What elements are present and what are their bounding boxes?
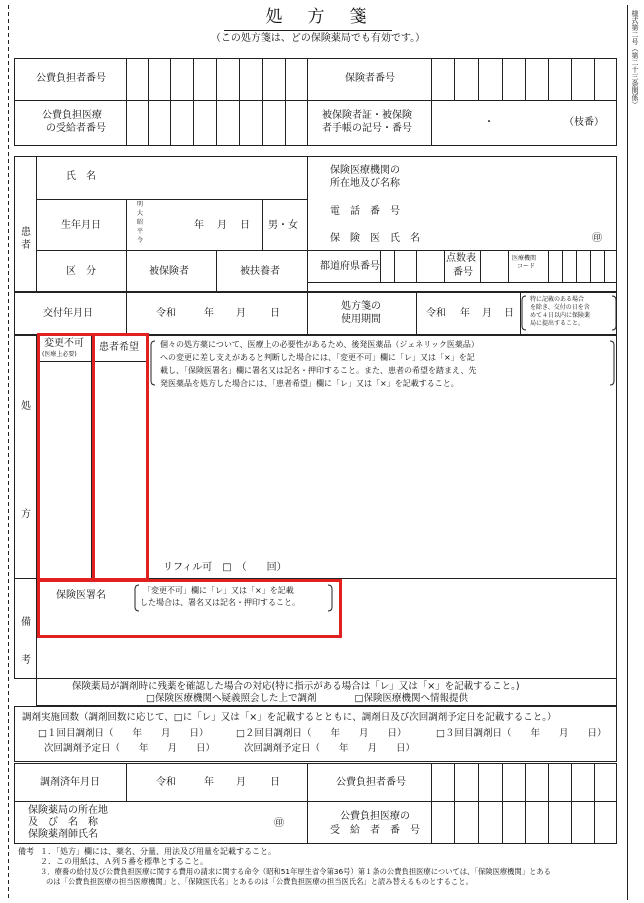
points-table-label-1: 点数表 <box>446 253 476 264</box>
third-dispense-date[interactable]: □３回目調剤日（ 年 月 日） <box>436 728 607 739</box>
footer-public-recipient-label-1: 公費負担医療の <box>340 811 410 822</box>
note-line-3: ３．療養の給付及び公費負担医療に関する費用の請求に関する命令（昭和51年厚生省令第36号）第１条の公費負担医療については、「保険医療機関」とある <box>40 867 551 876</box>
birth-date-label: 生年月日 <box>61 220 101 231</box>
footer-public-recipient-label-2: 受 給 者 番 号 <box>330 825 420 836</box>
dispensed-date-label: 調剤済年月日 <box>40 777 100 788</box>
pharmacy-label-1: 保険薬局の所在地 <box>28 805 108 816</box>
public-recipient-label-1: 公費負担医療 <box>42 110 102 121</box>
prefecture-no-label: 都道府県番号 <box>320 261 380 272</box>
card-separator-dot: ・ <box>484 117 494 128</box>
document-subtitle: （この処方箋は、どの保険薬局でも有効です。） <box>210 33 426 44</box>
prescription-section-label-top: 処 <box>21 401 31 412</box>
era-taisho: 大 <box>137 210 144 217</box>
validity-year-label: 年 <box>460 308 470 319</box>
validity-day-label: 日 <box>504 308 514 319</box>
no-change-highlight <box>37 333 95 581</box>
public-recipient-label-2: の受給者番号 <box>46 123 106 134</box>
generic-notice-line-3: 載し、「保険医署名」欄に署名又は記名・押印すること。また、患者の希望を踏まえ、先 <box>160 366 477 375</box>
pharmacy-label-2: 及 び 名 称 <box>28 817 98 828</box>
patient-wish-label: 患者希望 <box>99 342 139 353</box>
remarks-section-label-top: 備 <box>21 617 31 628</box>
first-next-date[interactable]: 次回調剤予定日（ 年 月 日） <box>44 743 216 754</box>
validity-reiwa-label: 令和 <box>426 308 446 319</box>
patient-section-label-1: 患 <box>21 227 31 238</box>
signature-note-1: 「変更不可」欄に「レ」又は「×」を記載 <box>143 586 294 595</box>
dispensed-reiwa-label: 令和 <box>156 777 176 788</box>
validity-note-1: 特に記載のある場合 <box>530 296 585 303</box>
note-line-4: のは「公費負担医療の担当医療機関」と、「保険医氏名」とあるのは「公費負担医療の担当医氏名」と読み替えるものとすること。 <box>46 877 473 886</box>
validity-label-2: 使用期間 <box>341 314 381 325</box>
signature-note-2: した場合は、署名又は記名・押印すること。 <box>140 598 300 607</box>
era-reiwa: 令 <box>137 237 144 244</box>
patient-wish-highlight <box>92 333 149 581</box>
patient-section-label-2: 者 <box>21 240 31 251</box>
category-label: 区 分 <box>66 266 96 277</box>
prescription-section-label-bottom: 方 <box>21 509 31 520</box>
note-line-1: １．「処方」欄には、薬名、分量、用法及び用量を記載すること。 <box>40 847 276 856</box>
issue-day-label: 日 <box>270 308 280 319</box>
public-payer-no-label: 公費負担者番号 <box>36 73 106 84</box>
inst-code-label-2: コード <box>517 263 536 270</box>
birth-month-label: 月 <box>217 220 227 231</box>
doctor-name-label: 保 険 医 氏 名 <box>330 233 420 244</box>
validity-month-label: 月 <box>482 308 492 319</box>
institution-location-label-2: 所在地及び名称 <box>330 178 400 189</box>
residual-options[interactable]: □保険医療機関へ疑義照会した上で調剤 □保険医療機関へ情報提供 <box>146 693 468 704</box>
document-title: 処 方 箋 <box>265 7 371 27</box>
footer-public-payer-label: 公費負担者番号 <box>336 777 406 788</box>
second-next-date[interactable]: 次回調剤予定日（ 年 月 日） <box>244 743 416 754</box>
validity-note-4: 局に提出すること。 <box>530 320 585 327</box>
pharmacist-seal-mark: ㊞ <box>274 818 284 829</box>
era-showa: 昭 <box>137 219 144 226</box>
issue-year-label: 年 <box>204 308 214 319</box>
note-line-2: ２．この用紙は、Ａ列５番を標準とすること。 <box>40 857 208 866</box>
era-meiji: 明 <box>137 201 144 208</box>
insurer-no-label: 保険者番号 <box>345 73 395 84</box>
insured-card-label-2: 者手帳の記号・番号 <box>322 123 412 134</box>
doctor-seal-mark: ㊞ <box>592 233 602 244</box>
notes-label: 備考 <box>18 847 34 856</box>
no-change-sub-label: (医療上必要) <box>42 351 77 358</box>
second-dispense-date[interactable]: □２回目調剤日（ 年 月 日） <box>236 728 407 739</box>
dispensed-month-label: 月 <box>236 777 246 788</box>
era-heisei: 平 <box>137 228 144 235</box>
generic-notice-line-4: 発医薬品を処方した場合には、「患者希望」欄に「レ」又は「×」を記載すること。 <box>160 379 459 388</box>
birth-year-label: 年 <box>194 220 204 231</box>
issue-month-label: 月 <box>236 308 246 319</box>
dispensed-year-label: 年 <box>204 777 214 788</box>
no-change-label: 変更不可 <box>44 338 84 349</box>
insured-option: 被保険者 <box>149 266 189 277</box>
pharmacy-label-3: 保険薬剤師氏名 <box>28 829 98 840</box>
insured-card-label-1: 被保険者証・被保険 <box>322 110 412 121</box>
validity-note-3: めて４日以内に保険薬 <box>530 312 591 319</box>
doctor-signature-label: 保険医署名 <box>56 590 106 601</box>
first-dispense-date[interactable]: □１回目調剤日（ 年 月 日） <box>38 728 209 739</box>
dependent-option: 被扶養者 <box>240 266 280 277</box>
phone-label: 電 話 番 号 <box>330 206 400 217</box>
doctor-signature-highlight <box>37 579 342 638</box>
remarks-section-label-bottom: 考 <box>21 655 31 666</box>
validity-label-1: 処方箋の <box>341 301 381 312</box>
generic-notice-line-1: 個々の処方薬について、医療上の必要性があるため、後発医薬品（ジェネリック医薬品） <box>160 340 479 349</box>
validity-note-2: を除き、交付の日を含 <box>530 304 590 311</box>
institution-location-label-1: 保険医療機関の <box>330 165 400 176</box>
refill-checkbox-label[interactable]: リフィル可 □ （ 回） <box>163 562 287 573</box>
patient-name-label: 氏 名 <box>66 171 96 182</box>
issue-reiwa-label: 令和 <box>156 308 176 319</box>
branch-no-label: （枝番） <box>564 117 604 128</box>
residual-instruction: 保険薬局が調剤時に残薬を確認した場合の対応(特に指示がある場合は「レ」又は「×」を記載すること。) <box>72 681 520 692</box>
dispensed-day-label: 日 <box>270 777 280 788</box>
sex-label: 男・女 <box>268 220 298 231</box>
dispense-count-header: 調剤実施回数（調剤回数に応じて、□に「レ」又は「×」を記載するとともに、調剤日及び次回調剤予定日を記載すること。） <box>22 712 557 723</box>
issue-date-label: 交付年月日 <box>43 308 93 319</box>
generic-notice-line-2: への変更に差し支えがあると判断した場合には、「変更不可」欄に「レ」又は「×」を記 <box>160 353 475 362</box>
birth-day-label: 日 <box>240 220 250 231</box>
form-number-label: 様式第二号（第二十三条関係） <box>631 10 639 108</box>
points-table-label-2: 番号 <box>453 267 473 278</box>
inst-code-label-1: 医療機関 <box>512 255 537 262</box>
